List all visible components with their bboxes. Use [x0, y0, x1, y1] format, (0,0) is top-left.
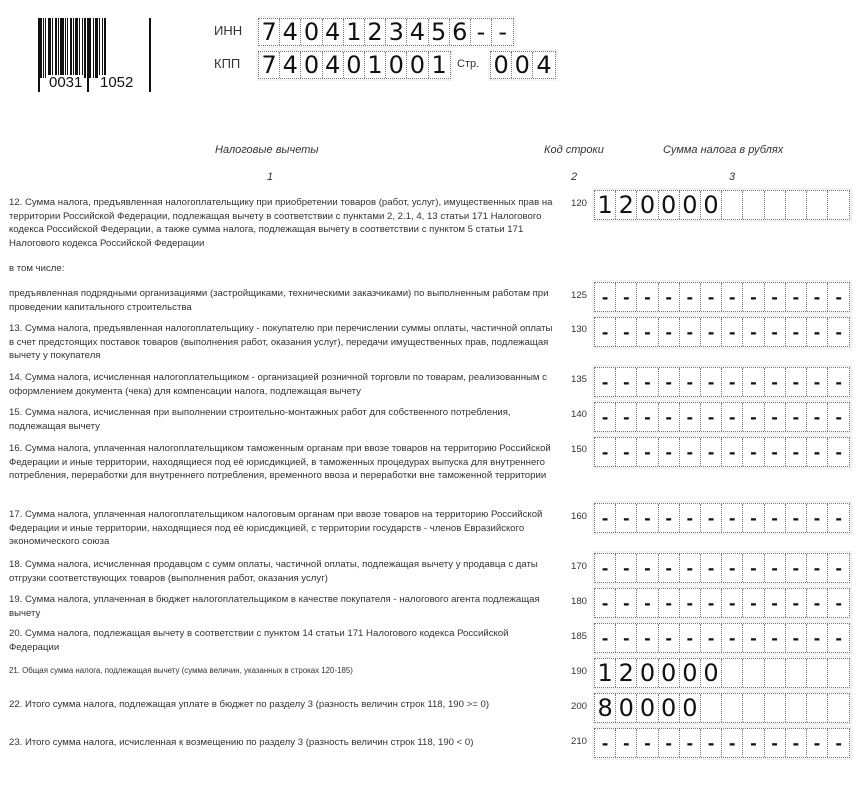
digit-cell: -	[786, 368, 807, 396]
digit-cell: -	[637, 318, 658, 346]
digit-cell: -	[786, 554, 807, 582]
digit-cell: 4	[323, 19, 344, 45]
digit-cell: 4	[323, 52, 344, 78]
digit-cell: 0	[680, 694, 701, 722]
page-number-field[interactable]	[490, 51, 556, 79]
digit-cell: -	[680, 318, 701, 346]
digit-cell: -	[680, 554, 701, 582]
barcode-bar	[48, 18, 51, 78]
digit-cell: -	[701, 368, 722, 396]
row-code: 200	[570, 701, 587, 712]
digit-cell: -	[765, 438, 786, 466]
barcode-guard-bar	[87, 18, 89, 92]
digit-cell: -	[786, 624, 807, 652]
row-description: 19. Сумма налога, уплаченная в бюджет налогоплательщиком в качестве покупателя - налогового агента подлежащая вычету	[9, 594, 540, 619]
digit-cell: 1	[595, 191, 616, 219]
digit-cell: -	[786, 729, 807, 757]
row-description: предъявленная подрядными организациями (застройщиками, техническими заказчиками) по выполненным работам при проведении капитального строительства	[9, 288, 549, 313]
digit-cell: 0	[701, 659, 722, 687]
digit-cell	[786, 191, 807, 219]
amount-field[interactable]	[594, 728, 850, 758]
amount-field[interactable]	[594, 623, 850, 653]
digit-cell	[743, 191, 764, 219]
digit-cell: -	[595, 729, 616, 757]
barcode-bar	[52, 18, 53, 78]
digit-cell: -	[743, 318, 764, 346]
barcode-bar	[58, 18, 59, 78]
amount-field[interactable]	[594, 190, 850, 220]
digit-cell: 0	[659, 191, 680, 219]
digit-cell: -	[807, 624, 828, 652]
digit-cell: -	[659, 624, 680, 652]
digit-cell: 4	[536, 51, 552, 79]
digit-cell: -	[637, 438, 658, 466]
digit-cell: 2	[616, 191, 637, 219]
digit-cell: -	[595, 403, 616, 431]
digit-cell: 1	[365, 52, 386, 78]
digit-cell: -	[722, 318, 743, 346]
digit-cell: 4	[407, 19, 428, 45]
row-code: 120	[570, 198, 587, 209]
digit-cell: 0	[680, 659, 701, 687]
digit-cell: -	[743, 368, 764, 396]
barcode-left-number: 0031	[49, 74, 83, 91]
digit-cell	[722, 659, 743, 687]
column-header-deductions: Налоговые вычеты	[215, 144, 319, 156]
digit-cell	[765, 694, 786, 722]
kpp-label: КПП	[214, 56, 241, 71]
digit-cell: -	[659, 589, 680, 617]
digit-cell: 1	[431, 51, 447, 79]
digit-cell: -	[701, 318, 722, 346]
row-code: 135	[570, 374, 587, 385]
amount-field[interactable]	[594, 693, 850, 723]
digit-cell: -	[637, 504, 658, 532]
amount-field[interactable]	[594, 402, 850, 432]
digit-cell: 0	[680, 191, 701, 219]
digit-cell: -	[765, 589, 786, 617]
digit-cell: 0	[491, 52, 512, 78]
row-code: 160	[570, 511, 587, 522]
digit-cell: -	[765, 283, 786, 311]
digit-cell: -	[807, 438, 828, 466]
page-label: Стр.	[457, 58, 480, 70]
column-number-2: 2	[571, 171, 578, 183]
digit-cell: -	[722, 729, 743, 757]
row-description: 17. Сумма налога, уплаченная налогоплательщиком налоговым органам при ввозе товаров на территорию Российской Федерации и иные территории, находящиеся под её юрисдикцией, с территории государств - членов Евразийского экономического союза	[9, 509, 543, 548]
digit-cell: 0	[407, 52, 428, 78]
digit-cell: -	[616, 318, 637, 346]
barcode-bar	[73, 18, 74, 78]
barcode-bar	[45, 18, 46, 78]
digit-cell: -	[616, 624, 637, 652]
digit-cell: -	[743, 504, 764, 532]
barcode-bar	[75, 18, 78, 78]
inn-label: ИНН	[214, 23, 243, 38]
digit-cell: -	[765, 504, 786, 532]
digit-cell: -	[595, 504, 616, 532]
digit-cell: -	[498, 18, 507, 46]
amount-field[interactable]	[594, 437, 850, 467]
digit-cell: -	[680, 403, 701, 431]
barcode-bar	[67, 18, 68, 78]
barcode-bar	[95, 18, 98, 78]
column-header-tax-amount: Сумма налога в рублях	[663, 144, 784, 156]
digit-cell: -	[680, 368, 701, 396]
digit-cell: -	[722, 438, 743, 466]
inn-field[interactable]	[258, 18, 514, 46]
digit-cell	[765, 659, 786, 687]
digit-cell: -	[835, 287, 842, 307]
digit-cell: -	[807, 318, 828, 346]
digit-cell: -	[722, 504, 743, 532]
digit-cell: 0	[344, 52, 365, 78]
digit-cell: -	[701, 403, 722, 431]
digit-cell	[765, 191, 786, 219]
digit-cell: -	[701, 438, 722, 466]
amount-field[interactable]	[594, 367, 850, 397]
digit-cell: -	[637, 283, 658, 311]
row-description: 18. Сумма налога, исчисленная продавцом с сумм оплаты, частичной оплаты, подлежащая вычету у продавца с даты отгрузки соответствующих товаров (выполнения работ, оказания услуг)	[9, 559, 538, 584]
digit-cell: 0	[637, 694, 658, 722]
barcode-bar	[79, 18, 80, 78]
digit-cell	[743, 659, 764, 687]
barcode-bar	[43, 18, 44, 78]
digit-cell: -	[701, 554, 722, 582]
barcode-bar	[65, 18, 66, 78]
digit-cell: -	[595, 283, 616, 311]
amount-field[interactable]	[594, 588, 850, 618]
digit-cell: -	[743, 589, 764, 617]
amount-field[interactable]	[594, 282, 850, 312]
including-label: в том числе:	[9, 263, 65, 274]
row-description: 23. Итого сумма налога, исчисленная к возмещению по разделу 3 (разность величин строк 118, 190 < 0)	[9, 737, 474, 748]
digit-cell: -	[786, 283, 807, 311]
barcode-bar	[55, 18, 57, 78]
digit-cell	[828, 659, 849, 687]
digit-cell: -	[835, 372, 842, 392]
row-code: 185	[570, 631, 587, 642]
barcode-bar	[102, 18, 103, 78]
row-code: 170	[570, 561, 587, 572]
row-description: 12. Сумма налога, предъявленная налогоплательщику при приобретении товаров (работ, услуг), имущественных прав на территории Российской Федерации, подлежащая вычету в соответствии с пунктами 2, 2.1, 4, 13 статьи 171 Налогового кодекса Российской Федерации, а также сумма налога, подлежащая вычету в соответствии с пунктом 5 статьи 171 Налогового кодекса Российской Федерации	[9, 197, 553, 249]
digit-cell: -	[595, 438, 616, 466]
digit-cell: -	[637, 368, 658, 396]
digit-cell: -	[786, 403, 807, 431]
digit-cell: -	[835, 442, 842, 462]
barcode-bar	[70, 18, 72, 78]
digit-cell: -	[680, 438, 701, 466]
column-header-line-code: Код строки	[544, 144, 604, 156]
row-description: 21. Общая сумма налога, подлежащая вычету (сумма величин, указанных в строках 120-185)	[9, 666, 353, 675]
digit-cell: -	[807, 403, 828, 431]
digit-cell: 0	[637, 659, 658, 687]
digit-cell: -	[680, 729, 701, 757]
digit-cell: -	[807, 368, 828, 396]
digit-cell: -	[701, 729, 722, 757]
digit-cell: -	[765, 554, 786, 582]
digit-cell	[828, 694, 849, 722]
amount-field[interactable]	[594, 553, 850, 583]
digit-cell: -	[680, 589, 701, 617]
row-description: 16. Сумма налога, уплаченная налогоплательщиком таможенным органам при ввозе товаров на территорию Российской Федерации и иные территории, находящиеся под её юрисдикцией, в таможенных процедурах выпуска для внутреннего потребления, переработки для внутреннего потребления, временного ввоза и переработки вне таможенной территории	[9, 443, 551, 482]
digit-cell: -	[659, 438, 680, 466]
digit-cell: -	[701, 589, 722, 617]
digit-cell: -	[616, 283, 637, 311]
digit-cell: 0	[301, 19, 322, 45]
digit-cell: -	[471, 19, 492, 45]
digit-cell: 1	[344, 19, 365, 45]
digit-cell: -	[616, 554, 637, 582]
digit-cell: -	[595, 554, 616, 582]
digit-cell: -	[659, 729, 680, 757]
digit-cell: -	[765, 368, 786, 396]
digit-cell: 0	[616, 694, 637, 722]
digit-cell: -	[595, 589, 616, 617]
digit-cell	[743, 694, 764, 722]
digit-cell	[807, 694, 828, 722]
digit-cell: -	[835, 593, 842, 613]
digit-cell: -	[743, 554, 764, 582]
digit-cell: -	[743, 624, 764, 652]
row-code: 130	[570, 324, 587, 335]
digit-cell: 1	[595, 659, 616, 687]
digit-cell: -	[722, 624, 743, 652]
digit-cell: 7	[259, 52, 280, 78]
column-number-1: 1	[267, 171, 274, 183]
column-number-3: 3	[729, 171, 736, 183]
digit-cell: 2	[365, 19, 386, 45]
digit-cell: 4	[280, 19, 301, 45]
amount-field[interactable]	[594, 317, 850, 347]
digit-cell: -	[743, 403, 764, 431]
digit-cell: -	[835, 508, 842, 528]
digit-cell: -	[807, 589, 828, 617]
digit-cell: -	[701, 504, 722, 532]
kpp-field[interactable]	[258, 51, 451, 79]
digit-cell	[701, 694, 722, 722]
barcode-bar	[93, 18, 94, 78]
row-description: 22. Итого сумма налога, подлежащая уплате в бюджет по разделу 3 (разность величин строк 118, 190 >= 0)	[9, 699, 490, 710]
row-code: 190	[570, 666, 587, 677]
digit-cell: -	[595, 368, 616, 396]
digit-cell: -	[722, 554, 743, 582]
digit-cell: -	[595, 624, 616, 652]
digit-cell: -	[659, 403, 680, 431]
barcode-guard-bar	[149, 18, 151, 92]
digit-cell	[786, 694, 807, 722]
digit-cell: 8	[595, 694, 616, 722]
digit-cell: 7	[259, 19, 280, 45]
barcode-bar	[82, 18, 83, 78]
digit-cell: -	[659, 554, 680, 582]
digit-cell: -	[616, 403, 637, 431]
digit-cell: -	[659, 318, 680, 346]
digit-cell: -	[786, 318, 807, 346]
digit-cell: -	[786, 438, 807, 466]
digit-cell: 0	[701, 191, 722, 219]
digit-cell: -	[722, 589, 743, 617]
digit-cell: -	[637, 589, 658, 617]
digit-cell	[722, 694, 743, 722]
barcode-bar	[99, 18, 100, 78]
digit-cell: -	[637, 403, 658, 431]
digit-cell: 5	[429, 19, 450, 45]
digit-cell: -	[807, 504, 828, 532]
row-code: 125	[570, 290, 587, 301]
digit-cell: -	[765, 729, 786, 757]
digit-cell: 0	[512, 52, 533, 78]
digit-cell: -	[616, 438, 637, 466]
digit-cell: 6	[450, 19, 471, 45]
digit-cell: 2	[616, 659, 637, 687]
barcode-bar	[60, 18, 64, 78]
digit-cell: -	[616, 729, 637, 757]
digit-cell	[807, 191, 828, 219]
barcode	[38, 18, 153, 92]
digit-cell: -	[595, 318, 616, 346]
digit-cell: -	[659, 504, 680, 532]
digit-cell: -	[765, 624, 786, 652]
digit-cell: -	[722, 368, 743, 396]
barcode-right-number: 1052	[100, 74, 134, 91]
digit-cell: -	[786, 504, 807, 532]
digit-cell: -	[835, 628, 842, 648]
amount-field[interactable]	[594, 658, 850, 688]
barcode-bar	[84, 18, 86, 78]
digit-cell: -	[835, 407, 842, 427]
digit-cell: -	[722, 283, 743, 311]
digit-cell: -	[637, 624, 658, 652]
digit-cell: -	[659, 283, 680, 311]
row-description: 20. Сумма налога, подлежащая вычету в соответствии с пунктом 14 статьи 171 Налогового кодекса Российской Федерации	[9, 628, 509, 653]
row-code: 180	[570, 596, 587, 607]
digit-cell: -	[743, 283, 764, 311]
digit-cell	[722, 191, 743, 219]
digit-cell: 3	[386, 19, 407, 45]
barcode-bar	[104, 18, 106, 78]
row-code: 140	[570, 409, 587, 420]
digit-cell	[828, 191, 849, 219]
row-description: 14. Сумма налога, исчисленная налогоплательщиком - организацией розничной торговли по товарам, реализованным с оформлением документа (чека) для компенсации налога, подлежащая вычету	[9, 372, 547, 397]
digit-cell	[786, 659, 807, 687]
digit-cell: -	[786, 589, 807, 617]
digit-cell: -	[637, 554, 658, 582]
barcode-bar	[40, 18, 42, 78]
barcode-guard-bar	[38, 18, 40, 92]
digit-cell: -	[701, 624, 722, 652]
digit-cell: -	[722, 403, 743, 431]
row-code: 210	[570, 736, 587, 747]
digit-cell: -	[765, 318, 786, 346]
digit-cell: -	[807, 283, 828, 311]
digit-cell: -	[807, 554, 828, 582]
digit-cell: -	[616, 504, 637, 532]
digit-cell: -	[835, 322, 842, 342]
barcode-bar	[89, 18, 91, 78]
row-description: 15. Сумма налога, исчисленная при выполнении строительно-монтажных работ для собственного потребления, подлежащая вычету	[9, 407, 511, 432]
digit-cell: -	[765, 403, 786, 431]
digit-cell: -	[637, 729, 658, 757]
row-description: 13. Сумма налога, предъявленная налогоплательщику - покупателю при перечислении суммы оплаты, частичной оплаты в счет предстоящих поставок товаров (выполнения работ, оказания услуг), передачи имущественных прав, подлежащая вычету у покупателя	[9, 323, 553, 362]
digit-cell: 0	[659, 659, 680, 687]
digit-cell: -	[701, 283, 722, 311]
digit-cell: -	[680, 624, 701, 652]
digit-cell: 0	[386, 52, 407, 78]
amount-field[interactable]	[594, 503, 850, 533]
digit-cell: 0	[637, 191, 658, 219]
digit-cell: -	[616, 368, 637, 396]
digit-cell: -	[835, 558, 842, 578]
digit-cell: -	[807, 729, 828, 757]
digit-cell: 4	[280, 52, 301, 78]
digit-cell: 0	[659, 694, 680, 722]
digit-cell: -	[680, 504, 701, 532]
digit-cell: 0	[301, 52, 322, 78]
digit-cell: -	[743, 729, 764, 757]
row-code: 150	[570, 444, 587, 455]
digit-cell: -	[835, 733, 842, 753]
digit-cell: -	[680, 283, 701, 311]
digit-cell: -	[659, 368, 680, 396]
digit-cell	[807, 659, 828, 687]
digit-cell: -	[616, 589, 637, 617]
digit-cell: -	[743, 438, 764, 466]
